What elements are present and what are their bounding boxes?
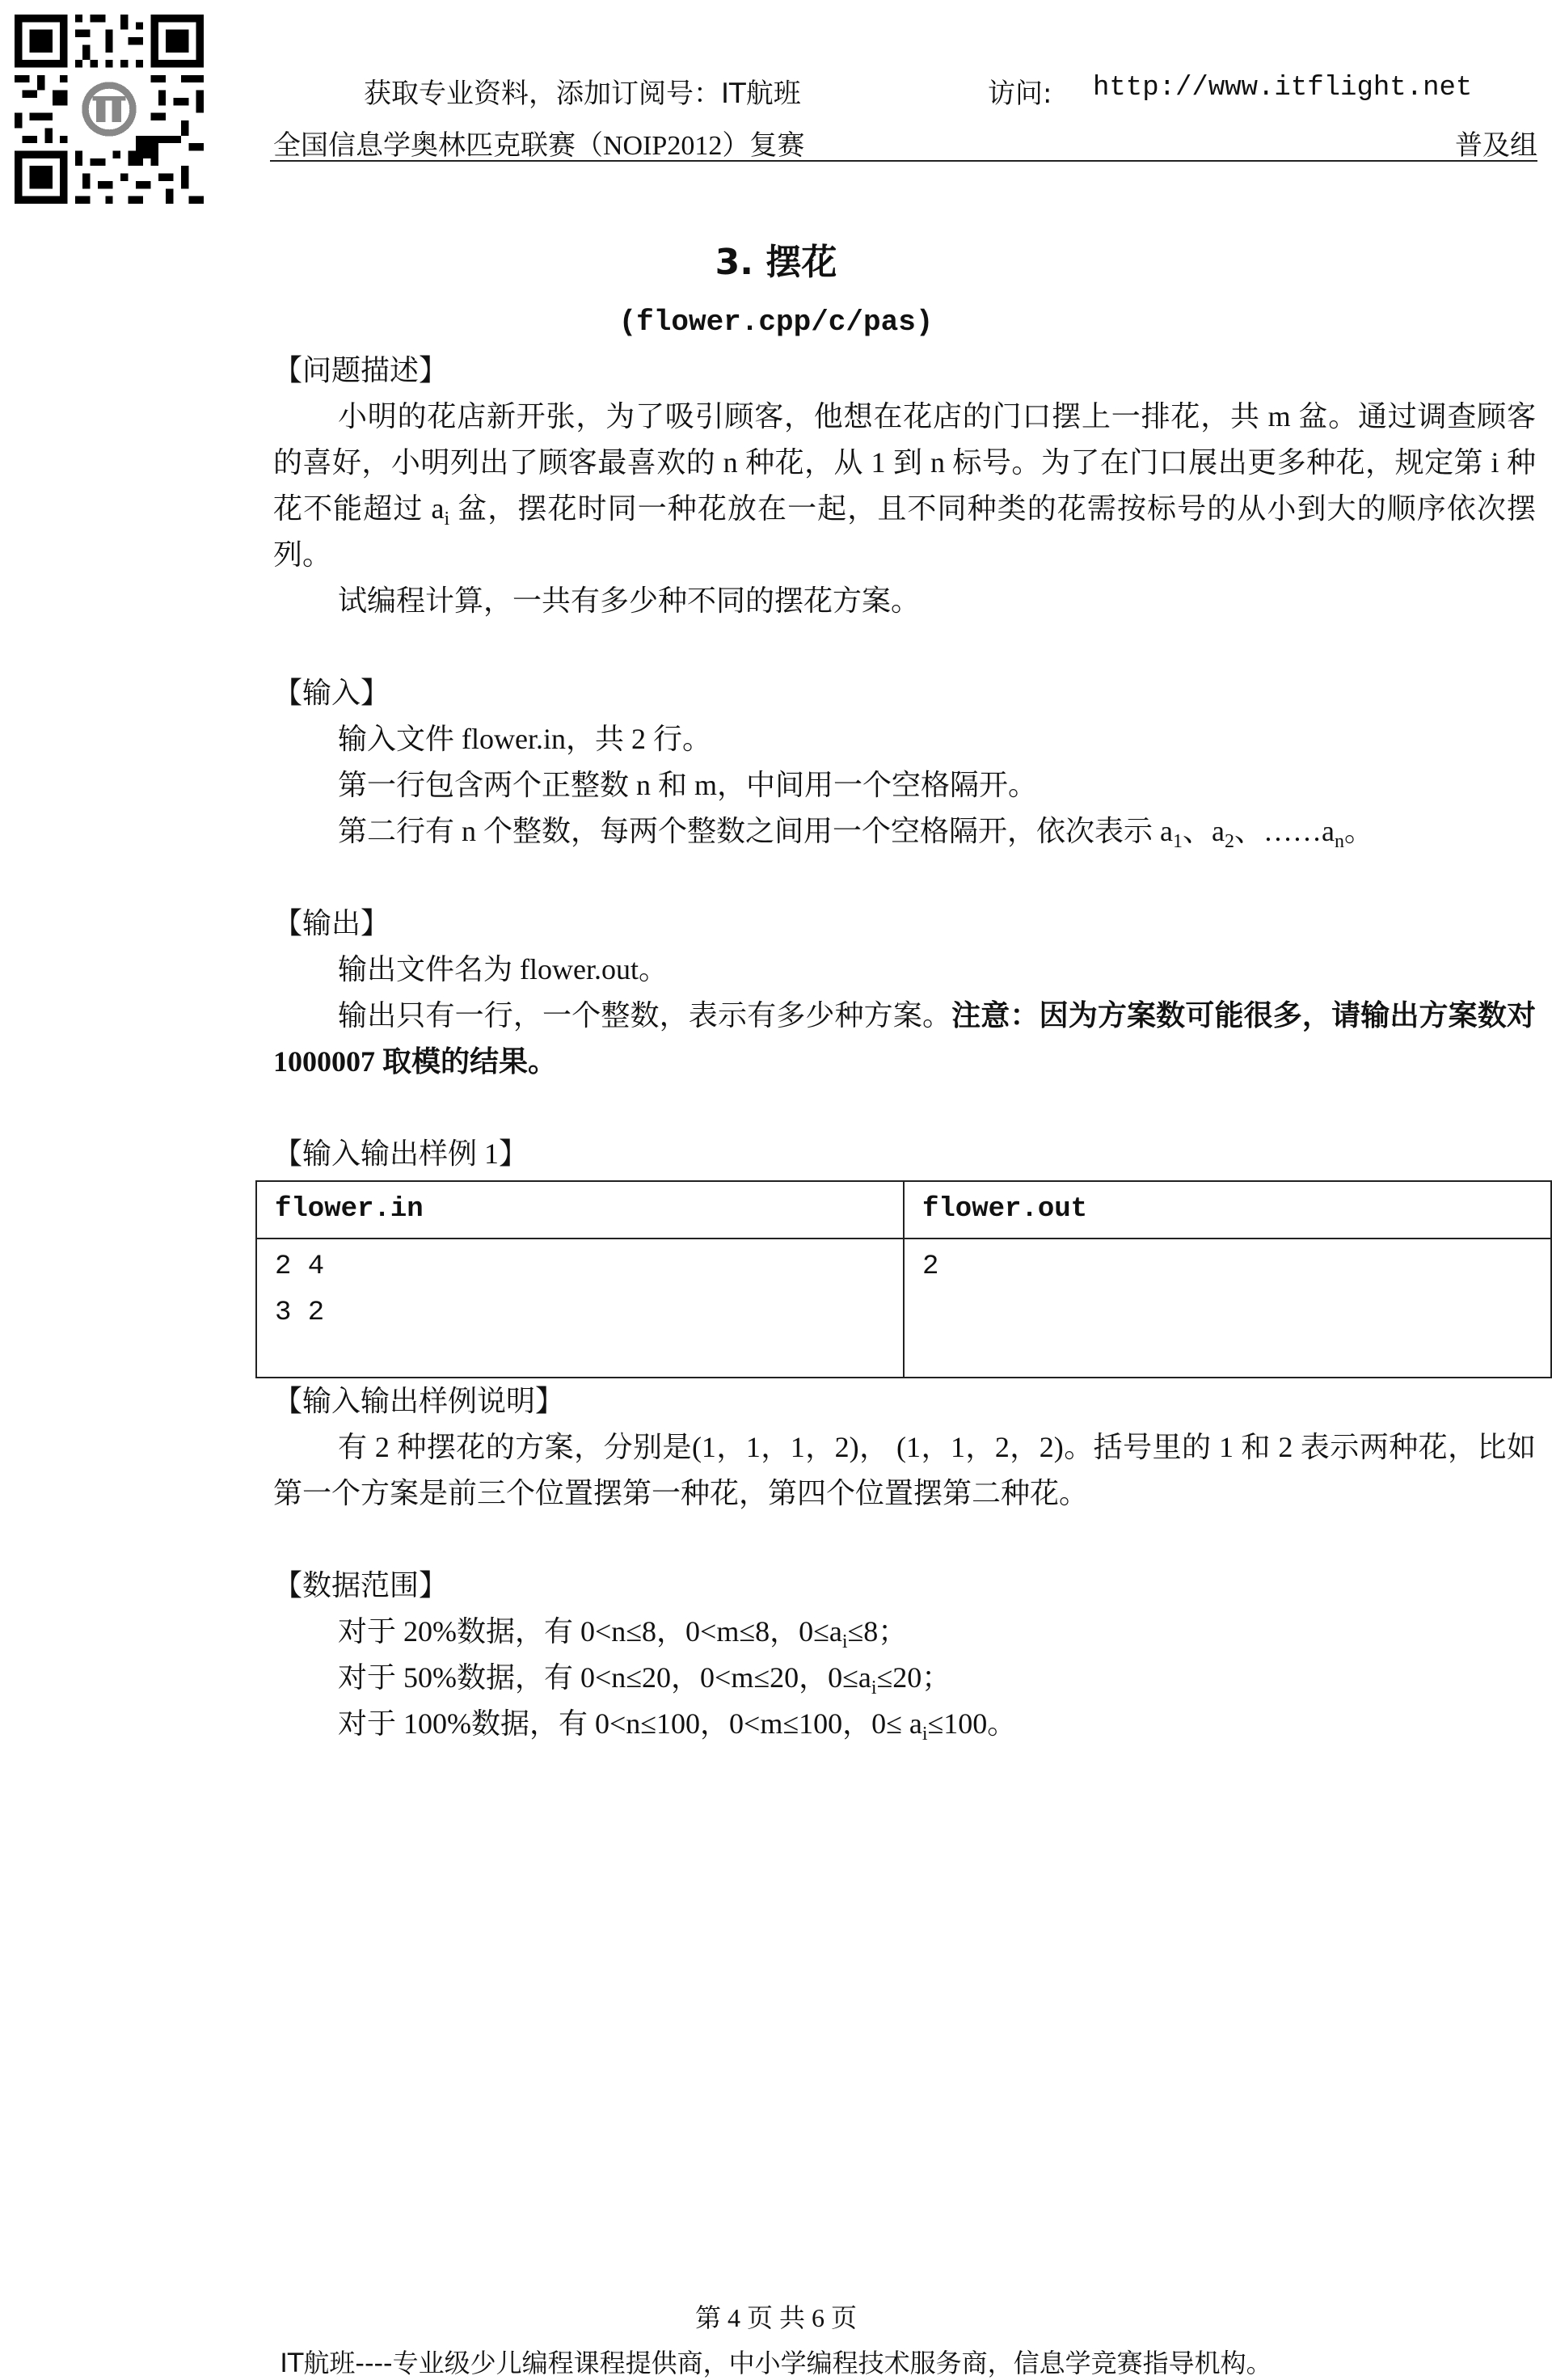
- explanation-heading: 【输入输出样例说明】: [273, 1385, 565, 1417]
- problem-title: 3. 摆花: [715, 242, 837, 283]
- input-line-1: 输入文件 flower.in，共 2 行。: [338, 723, 711, 755]
- sample-input-cell: [256, 1239, 904, 1378]
- sample-output-cell: [904, 1239, 1551, 1378]
- output-line-2: 输出只有一行，一个整数，表示有多少种方案。注意：因为方案数可能很多，请输出方案数对 1000007 取模的结果。: [273, 999, 1536, 1078]
- sample-heading: 【输入输出样例 1】: [273, 1137, 529, 1170]
- range-line-1: 对于 20%数据，有 0<n≤8，0<m≤8，$0\le a_i\le 8$；: [338, 1615, 908, 1653]
- output-modulo-note: 注意：因为方案数可能很多，请输出方案数对 1000007 取模的结果。: [273, 999, 1536, 1078]
- range-line-2: 对于 50%数据，有 0<n≤20，0<m≤20，$0\le a_i\le 20$；: [338, 1661, 951, 1699]
- range-heading: 【数据范围】: [273, 1569, 449, 1601]
- contest-name: 全国信息学奥林匹克联赛（NOIP2012）复赛: [273, 131, 805, 161]
- contest-level: 普及组: [1455, 131, 1537, 161]
- qr-code-icon: [15, 15, 204, 204]
- sample-output-line: 2: [922, 1251, 939, 1282]
- sample-input-header: flower.in: [256, 1181, 904, 1239]
- output-heading: 【输出】: [273, 907, 390, 939]
- sample-output-header: flower.out: [904, 1181, 1551, 1239]
- description-heading: 【问题描述】: [273, 354, 449, 386]
- problem-body: [273, 348, 1536, 1747]
- input-heading: 【输入】: [273, 677, 390, 709]
- output-line-1: 输出文件名为 flower.out。: [338, 953, 668, 985]
- footer-promo-text: IT航班----专业级少儿编程课程提供商，中小学编程技术服务商，信息学竞赛指导机构。: [280, 2348, 1272, 2378]
- header-visit-url[interactable]: http://www.itflight.net: [1093, 73, 1473, 103]
- input-line-2: 第一行包含两个正整数 n 和 m，中间用一个空格隔开。: [338, 769, 1038, 801]
- header-divider: [270, 160, 1537, 162]
- header-promo-text: 获取专业资料，添加订阅号：IT航班: [364, 78, 801, 110]
- sample-input-line: 3 2: [275, 1298, 325, 1328]
- input-line-3: 第二行有 n 个整数，每两个整数之间用一个空格隔开，依次表示 $a_1$、$a_2$、$\dots\dots a_n$。: [338, 815, 1373, 853]
- header-visit-label: 访问:: [988, 78, 1052, 110]
- sample-table: [255, 1180, 1552, 1378]
- description-paragraph: 小明的花店新开张，为了吸引顾客，他想在花店的门口摆上一排花，共 m 盆。通过调查顾客的喜好，小明列出了顾客最喜欢的 n 种花，从 1 到 n 标号。为了在门口展出更多种花，规定第 i 种花不能超过 $a_i$ 盆，摆花时同一种花放在一起，且不同种类的花需按标号的从小到大的顺序依次摆列。: [273, 400, 1536, 571]
- description-task: 试编程计算，一共有多少种不同的摆花方案。: [338, 584, 921, 617]
- explanation-paragraph: 有 2 种摆花的方案，分别是(1，1，1，2)， (1，1，2，2)。括号里的 1 和 2 表示两种花，比如第一个方案是前三个位置摆第一种花，第四个位置摆第二种花。: [273, 1431, 1536, 1509]
- sample-input-line: 2 4: [275, 1251, 325, 1282]
- page-number: 第 4 页 共 6 页: [694, 2303, 857, 2332]
- range-line-3: 对于 100%数据，有 0<n≤100，0<m≤100，$0\le a_i\le 100$。: [338, 1707, 1017, 1745]
- problem-file-names: (flower.cpp/c/pas): [618, 306, 934, 339]
